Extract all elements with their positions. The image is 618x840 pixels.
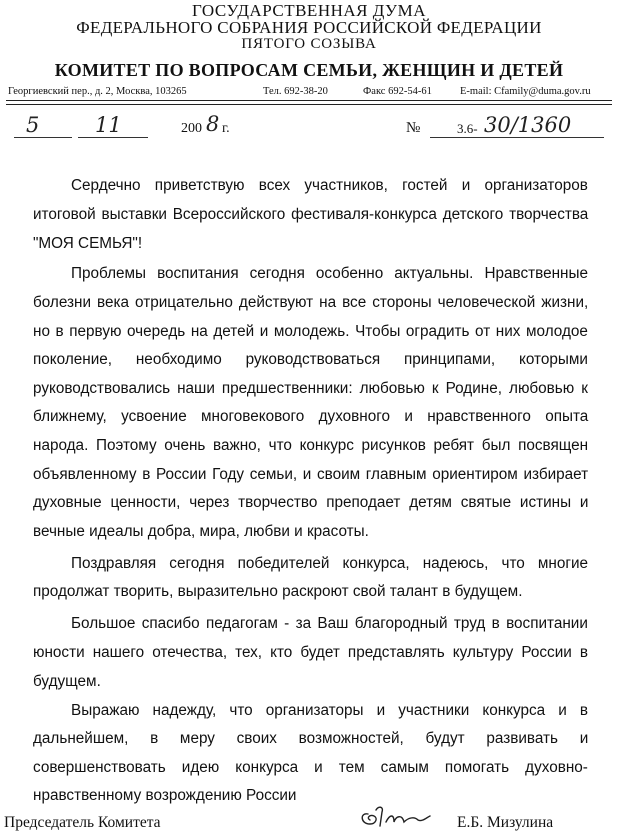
p2-line-4: поколение, необходимо руководствоваться принципами, которыми: [33, 351, 588, 369]
number-sign: №: [406, 120, 421, 136]
contacts-line: [8, 86, 613, 98]
year-suffix: 8: [206, 112, 220, 136]
signatory-position: Председатель Комитета: [4, 814, 161, 831]
header-federal-assembly: ФЕДЕРАЛЬНОГО СОБРАНИЯ РОССИЙСКОЙ ФЕДЕРАЦИИ: [76, 18, 542, 37]
paragraph-4b: [33, 639, 588, 696]
p5-line-3: совершенствовать идею конкурса и тем самым помогать духовно-: [33, 758, 588, 776]
p4-line-3: будущем.: [33, 672, 101, 690]
day-underline: [14, 137, 72, 138]
address-text: Георгиевский пер., д. 2, Москва, 103265: [8, 86, 187, 97]
paragraph-1b: [33, 201, 588, 258]
date-day: 5: [26, 113, 40, 137]
number-handwritten: 30/1360: [484, 113, 572, 137]
paragraph-1: [33, 172, 588, 201]
p1-line-1: Сердечно приветствую всех участников, гостей и организаторов: [71, 177, 588, 194]
email-text: E-mail: Cfamily@duma.gov.ru: [460, 86, 591, 97]
p1-line-2: итоговой выставки Всероссийского фестиваля-конкурса детского творчества: [33, 206, 589, 223]
p5-line-2: дальнейшем, в меру своих возможностей, будут развивать и: [33, 730, 589, 747]
p4-line-1: Большое спасибо педагогам - за Ваш благородный труд в воспитании: [71, 615, 588, 632]
paragraph-5: [33, 697, 588, 726]
date-month: 11: [95, 113, 122, 137]
p2-line-8: объявленному в России Году семьи, и своим главным ориентиром избирает: [33, 465, 589, 483]
paragraph-2: [33, 260, 588, 289]
year-prefix: 200: [181, 121, 202, 136]
header-divider-thin: [6, 104, 612, 105]
p2-line-10: вечные идеалы добра, мира, любви и красоты.: [33, 522, 369, 540]
header-state-duma: ГОСУДАРСТВЕННАЯ ДУМА: [192, 1, 426, 20]
p2-line-9: духовные ценности, через творчество преподает детям святые истины и: [33, 494, 589, 512]
p2-line-1: Проблемы воспитания сегодня особенно актуальны. Нравственные: [71, 265, 588, 282]
paragraph-4: [33, 610, 588, 639]
number-underline: [430, 137, 604, 138]
p5-line-4: нравственному возрождению России: [33, 787, 297, 805]
p3-line-1: Поздравляя сегодня победителей конкурса, надеюсь, что многие: [71, 555, 588, 572]
paragraph-5b: [33, 725, 588, 811]
p1-line-3: "МОЯ СЕМЬЯ"!: [33, 234, 143, 252]
date-number-row: [0, 112, 618, 142]
signature-row: [4, 814, 614, 836]
fax-text: Факс 692-54-61: [363, 86, 432, 97]
header-divider: [6, 100, 612, 101]
p2-line-6: ближнему, усвоение многовекового духовного и нравственного опыта: [33, 408, 589, 426]
header-convocation: ПЯТОГО СОЗЫВА: [241, 36, 377, 52]
signatory-name: Е.Б. Мизулина: [457, 814, 554, 831]
p5-line-1: Выражаю надежду, что организаторы и участники конкурса и в: [71, 702, 588, 719]
p2-line-7: народа. Поэтому очень важно, что конкурс рисунков ребят был посвящен: [33, 436, 589, 454]
paragraph-2b: [33, 289, 588, 546]
month-underline: [78, 137, 148, 138]
committee-title: КОМИТЕТ ПО ВОПРОСАМ СЕМЬИ, ЖЕНЩИН И ДЕТЕЙ: [54, 60, 564, 80]
p2-line-5: руководствовались наши предшественники: любовью к Родине, любовью к: [33, 379, 588, 397]
p2-line-2: болезни века отрицательно действуют на все стороны человеческой жизни,: [33, 294, 589, 311]
paragraph-3b: [33, 578, 588, 607]
phone-text: Тел. 692-38-20: [263, 86, 328, 97]
paragraph-3: [33, 550, 588, 579]
p4-line-2: юности нашего отечества, тех, кто будет представлять культуру России в: [33, 644, 588, 661]
p3-line-2: продолжат творить, выразительно раскроют свой талант в будущем.: [33, 583, 523, 600]
year-unit: г.: [222, 121, 230, 136]
number-prefix: 3.6-: [457, 121, 478, 136]
p2-line-3: но в первую очередь на детей и молодежь. Чтобы оградить от них молодое: [33, 322, 588, 340]
